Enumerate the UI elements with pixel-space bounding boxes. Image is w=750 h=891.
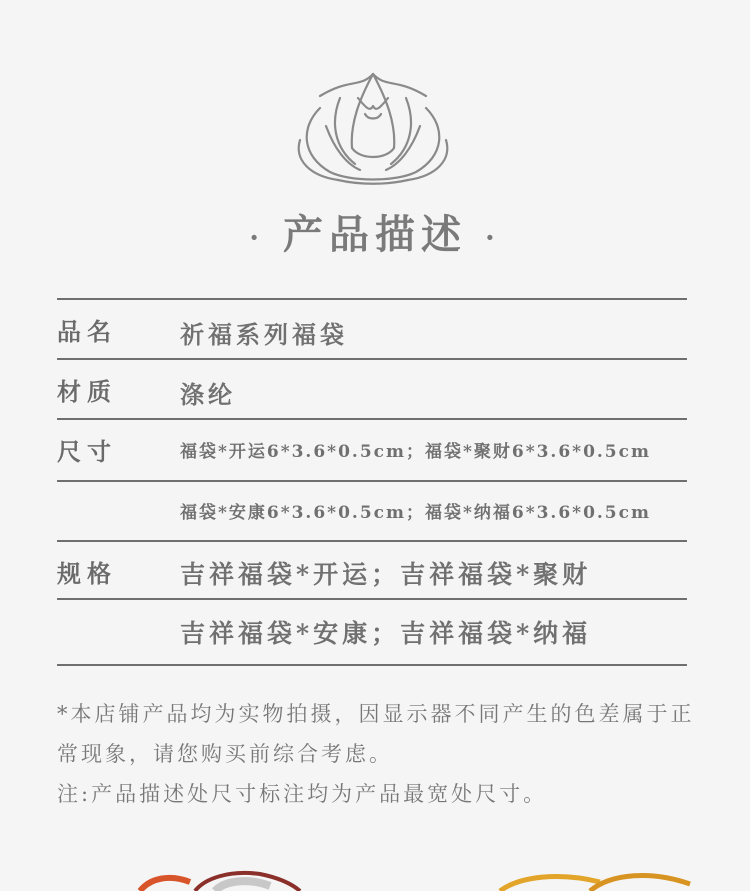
spec-row-name <box>57 298 687 358</box>
title-dot-left: · <box>249 221 265 254</box>
disclaimer-note <box>57 694 697 814</box>
spec-row-size <box>57 418 687 480</box>
spec-value-variants-1: 吉祥福袋*开运；吉祥福袋*聚财 <box>180 560 592 589</box>
spec-label-material: 材质 <box>57 377 117 406</box>
spec-value-variants-2: 吉祥福袋*安康；吉祥福袋*纳福 <box>180 619 592 648</box>
spec-row-size-cont <box>57 480 687 540</box>
spec-label-size: 尺寸 <box>57 437 117 466</box>
spec-row-variants <box>57 540 687 598</box>
title-text: 产品描述 <box>283 211 467 258</box>
spec-row-variants-cont <box>57 598 687 666</box>
spec-value-material: 涤纶 <box>180 380 236 409</box>
spec-label-name: 品名 <box>57 317 117 346</box>
spec-label-variants: 规格 <box>57 559 117 588</box>
title-dot-right: · <box>485 221 501 254</box>
spec-value-size-1: 福袋*开运6*3.6*0.5cm；福袋*聚财6*3.6*0.5cm <box>180 442 651 462</box>
spec-value-name: 祈福系列福袋 <box>180 320 348 349</box>
note-size-disclaimer: 注:产品描述处尺寸标注均为产品最宽处尺寸。 <box>57 782 548 806</box>
lotus-icon <box>290 68 456 186</box>
section-title <box>0 205 750 268</box>
spec-table <box>57 298 687 666</box>
note-color-disclaimer: *本店铺产品均为实物拍摄，因显示器不同产生的色差属于正常现象，请您购买前综合考虑。 <box>57 702 695 766</box>
spec-row-material <box>57 358 687 418</box>
spec-value-size-2: 福袋*安康6*3.6*0.5cm；福袋*纳福6*3.6*0.5cm <box>180 503 651 523</box>
product-image-preview <box>0 860 750 891</box>
